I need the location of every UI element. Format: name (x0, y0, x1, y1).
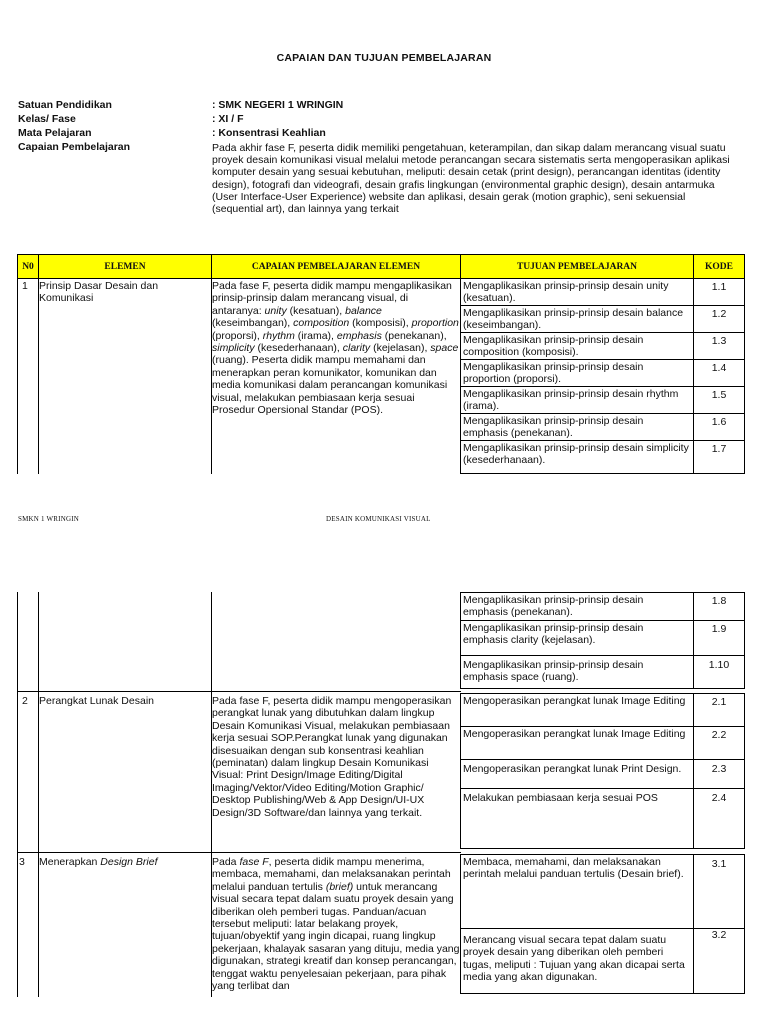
kode-1-7: 1.7 (693, 440, 745, 474)
cp-description: Pada akhir fase F, peserta didik memiliki pengetahuan, keterampilan, dan sikap dalam merancang visual suatu proyek desain komunikasi visual melalui metode perancangan secara sistematis serta mengoperasikan aplikasi komputer desain yang sesuai kebutuhan, meliputi: desain cetak (print design), perancangan identitas (identity design), fotografi dan videografi, desain grafis lingkungan (environmental graphic design), desain antarmuka (User Interface-User Experience) website dan aplikasi, desain gerak (motion graphic), seni sekuensial (sequential art), dan lainnya yang terkait (212, 142, 730, 216)
kelas-label: Kelas/ Fase (18, 113, 76, 125)
tujuan-2-2: Mengoperasikan perangkat lunak Image Editing (460, 726, 694, 760)
tujuan-2-3: Mengoperasikan perangkat lunak Print Design. (460, 759, 694, 789)
kode-1-4: 1.4 (693, 359, 745, 387)
row1-elemen: Prinsip Dasar Desain dan Komunikasi (39, 280, 159, 305)
kelas-value: : XI / F (212, 113, 244, 125)
kode-2-2: 2.2 (693, 726, 745, 760)
row1-no: 1 (22, 280, 28, 292)
tujuan-1-4: Mengaplikasikan prinsip-prinsip desain proportion (proporsi). (460, 359, 694, 387)
tujuan-3-1: Membaca, memahami, dan melaksanakan perintah melalui panduan tertulis (Desain brief). (460, 854, 694, 929)
row2-elemen: Perangkat Lunak Desain (39, 695, 154, 707)
tujuan-1-1: Mengaplikasikan prinsip-prinsip desain unity (kesatuan). (460, 278, 694, 306)
footer-program: DESAIN KOMUNIKASI VISUAL (326, 515, 431, 523)
page-title: CAPAIAN DAN TUJUAN PEMBELAJARAN (276, 52, 492, 64)
kode-1-1: 1.1 (693, 278, 745, 306)
kode-1-8: 1.8 (693, 592, 745, 621)
mapel-value: : Konsentrasi Keahlian (212, 127, 326, 139)
header-tujuan: TUJUAN PEMBELAJARAN (460, 254, 694, 279)
row2-no: 2 (22, 695, 28, 707)
tujuan-1-7: Mengaplikasikan prinsip-prinsip desain simplicity (kesederhanaan). (460, 440, 694, 474)
kode-3-2: 3.2 (693, 928, 745, 994)
footer-school: SMKN 1 WRINGIN (18, 515, 80, 523)
kode-1-6: 1.6 (693, 413, 745, 441)
tujuan-2-1: Mengoperasikan perangkat lunak Image Editing (460, 693, 694, 727)
kode-2-1: 2.1 (693, 693, 745, 727)
header-kode: KODE (693, 254, 745, 279)
header-no: N0 (17, 254, 39, 279)
tujuan-1-2: Mengaplikasikan prinsip-prinsip desain balance (keseimbangan). (460, 305, 694, 333)
mapel-label: Mata Pelajaran (18, 127, 92, 139)
tujuan-1-9: Mengaplikasikan prinsip-prinsip desain emphasis clarity (kejelasan). (460, 620, 694, 656)
tujuan-2-4: Melakukan pembiasaan kerja sesuai POS (460, 788, 694, 849)
row3-elemen: Menerapkan Design Brief (39, 856, 158, 868)
kode-1-2: 1.2 (693, 305, 745, 333)
satuan-label: Satuan Pendidikan (18, 99, 112, 111)
kode-1-5: 1.5 (693, 386, 745, 414)
row3-cp: Pada fase F, peserta didik mampu menerima, membaca, memahami, dan melaksanakan perintah melalui panduan tertulis (brief) untuk merancang visual secara tepat dalam suatu proyek desain yang diberikan oleh pemberi tugas. Panduan/acuan tersebut meliputi: latar belakang proyek, tujuan/obyektif yang ingin dicapai, ruang lingkup pekerjaan, khalayak sasaran yang dituju, media yang digunakan, strategi kreatif dan konsep perancangan, tenggat waktu penyelesaian pekerjaan, para pihak yang terlibat dan (212, 856, 460, 993)
header-elemen: ELEMEN (38, 254, 212, 279)
row1-cp: Pada fase F, peserta didik mampu mengaplikasikan prinsip-prinsip dalam merancang visual, di antaranya: unity (kesatuan), balance (keseimbangan), composition (komposisi), proportion (proporsi), rhythm (irama), emphasis (penekanan), simplicity (kesederhanaan), clarity (kejelasan), space (ruang). Peserta didik mampu memahami dan menerapkan peran komunikator, komunikan dan media komunikasi dalam perancangan komunikasi visual, melakukan pembiasaan kerja sesuai Prosedur Opersional Standar (POS). (212, 280, 459, 417)
row2-cp: Pada fase F, peserta didik mampu mengoperasikan perangkat lunak yang dibutuhkan dalam lingkup Desain Komunikasi Visual, melakukan pembiasaan kerja sesuai SOP.Perangkat lunak yang digunakan disesuaikan dengan sub konsentrasi keahlian (peminatan) dalam lingkup Desain Komunikasi Visual: Print Design/Image Editing/Digital Imaging/Vektor/Video Editing/Motion Graphic/ Desktop Publishing/Web & App Design/UI-UX Design/3D Software/dan lainnya yang terkait. (212, 695, 452, 819)
cp-label: Capaian Pembelajaran (18, 141, 131, 153)
kode-2-3: 2.3 (693, 759, 745, 789)
tujuan-1-8: Mengaplikasikan prinsip-prinsip desain emphasis (penekanan). (460, 592, 694, 621)
tujuan-3-2: Merancang visual secara tepat dalam suatu proyek desain yang diberikan oleh pemberi tugas, meliputi : Tujuan yang akan dicapai serta media yang akan digunakan. (460, 928, 694, 994)
kode-1-3: 1.3 (693, 332, 745, 360)
row3-no: 3 (19, 856, 25, 868)
tujuan-1-5: Mengaplikasikan prinsip-prinsip desain rhythm (irama). (460, 386, 694, 414)
header-cp-elemen: CAPAIAN PEMBELAJARAN ELEMEN (211, 254, 461, 279)
tujuan-1-10: Mengaplikasikan prinsip-prinsip desain emphasis space (ruang). (460, 655, 694, 689)
kode-1-10: 1.10 (693, 655, 745, 689)
kode-1-9: 1.9 (693, 620, 745, 656)
kode-3-1: 3.1 (693, 854, 745, 929)
satuan-value: : SMK NEGERI 1 WRINGIN (212, 99, 344, 111)
tujuan-1-3: Mengaplikasikan prinsip-prinsip desain composition (komposisi). (460, 332, 694, 360)
tujuan-1-6: Mengaplikasikan prinsip-prinsip desain emphasis (penekanan). (460, 413, 694, 441)
kode-2-4: 2.4 (693, 788, 745, 849)
